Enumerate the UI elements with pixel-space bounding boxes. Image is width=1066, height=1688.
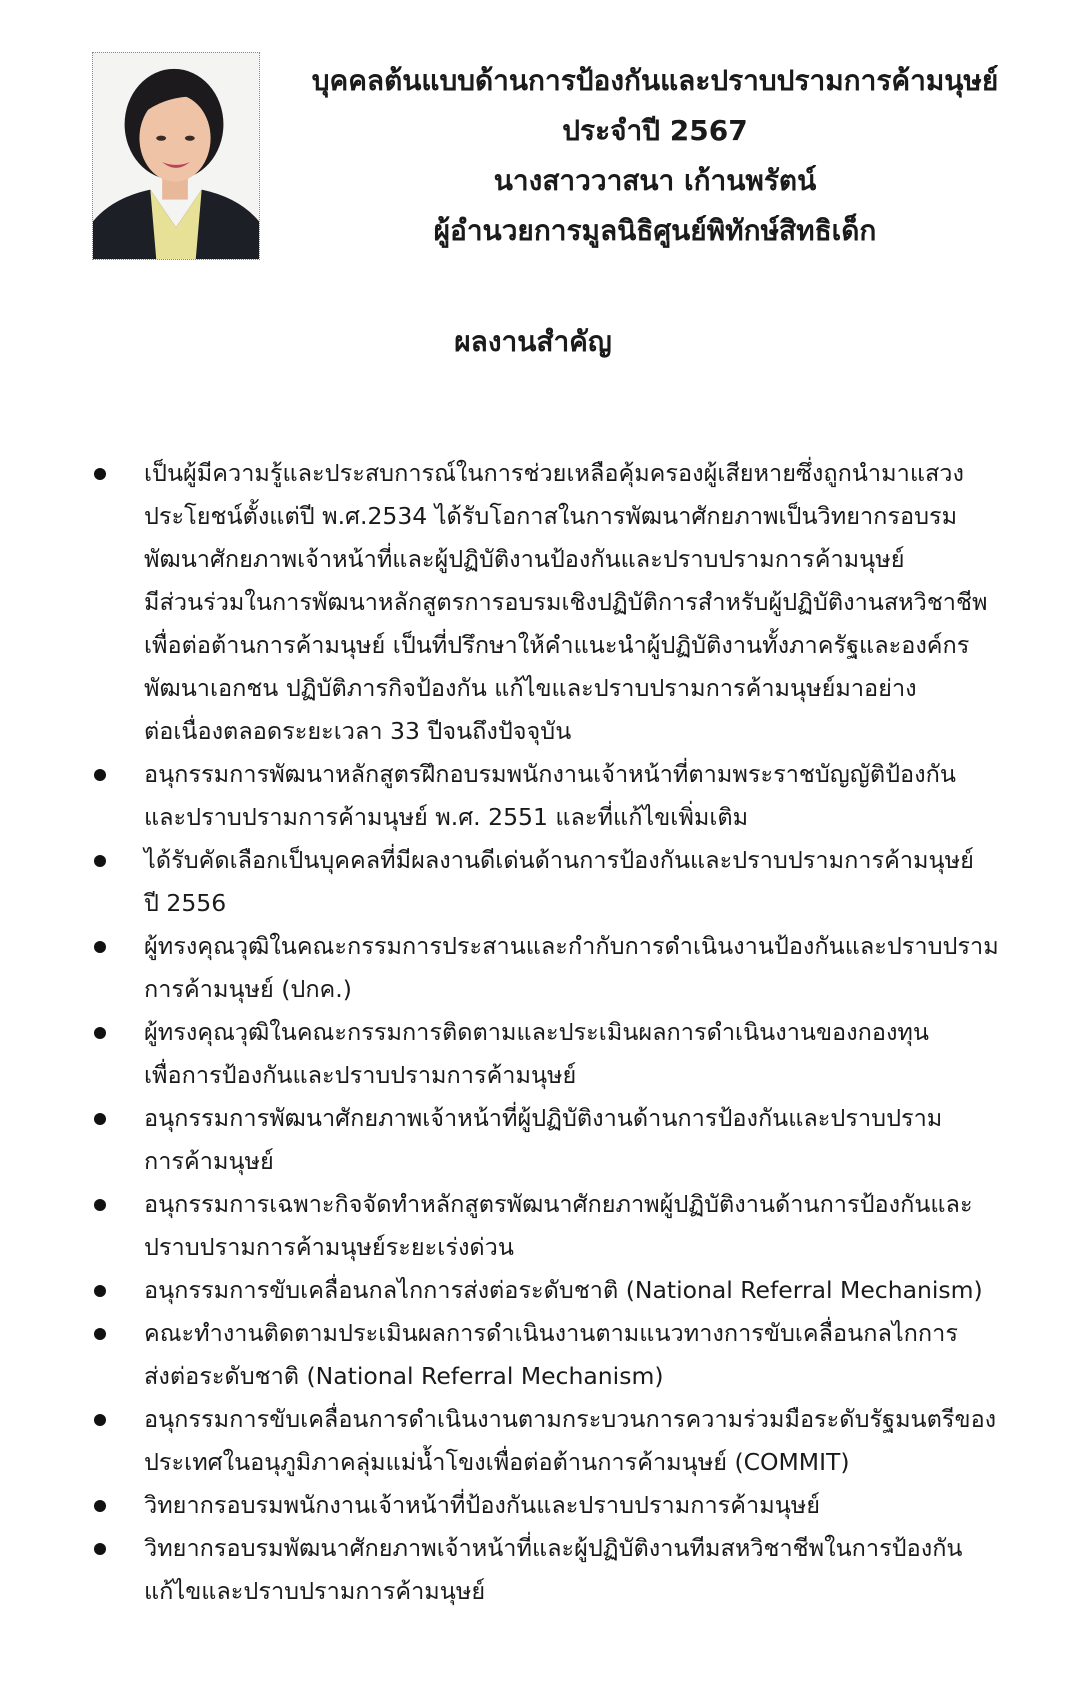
achievement-text-line: มีส่วนร่วมในการพัฒนาหลักสูตรการอบรมเชิงปฏิบัติการสำหรับผู้ปฏิบัติงานสหวิชาชีพ: [144, 588, 988, 616]
achievement-text-line: ได้รับคัดเลือกเป็นบุคคลที่มีผลงานดีเด่นด้านการป้องกันและปราบปรามการค้ามนุษย์: [144, 846, 974, 874]
achievement-list: [92, 452, 1007, 1613]
bullet-icon: [94, 769, 106, 781]
award-year: ประจำปี 2567: [562, 114, 748, 147]
bullet-icon: [94, 1543, 106, 1555]
achievement-text-line: วิทยากรอบรมพัฒนาศักยภาพเจ้าหน้าที่และผู้ปฏิบัติงานทีมสหวิชาชีพในการป้องกัน: [144, 1534, 963, 1562]
achievement-text-line: อนุกรรมการเฉพาะกิจจัดทำหลักสูตรพัฒนาศักยภาพผู้ปฏิบัติงานด้านการป้องกันและ: [144, 1190, 973, 1218]
achievement-text-line: การค้ามนุษย์ (ปกค.): [144, 975, 352, 1003]
achievement-item: [92, 1312, 1007, 1398]
achievement-item: [92, 1398, 1007, 1484]
achievement-item: [92, 452, 1007, 753]
bullet-icon: [94, 1414, 106, 1426]
achievement-text-line: ปราบปรามการค้ามนุษย์ระยะเร่งด่วน: [144, 1233, 514, 1261]
person-name: นางสาววาสนา เก้านพรัตน์: [493, 164, 817, 197]
achievement-text-line: ประเทศในอนุภูมิภาคลุ่มแม่น้ำโขงเพื่อต่อต้านการค้ามนุษย์ (COMMIT): [144, 1448, 850, 1476]
achievement-text-line: เพื่อต่อต้านการค้ามนุษย์ เป็นที่ปรึกษาให้คำแนะนำผู้ปฏิบัติงานทั้งภาครัฐและองค์กร: [144, 631, 970, 659]
achievement-text-line: การค้ามนุษย์: [144, 1147, 274, 1175]
document-header: [270, 56, 1040, 256]
bullet-icon: [94, 1199, 106, 1211]
bullet-icon: [94, 1328, 106, 1340]
bullet-icon: [94, 941, 106, 953]
achievement-item: [92, 1484, 1007, 1527]
achievement-item: [92, 1183, 1007, 1269]
achievement-item: [92, 1527, 1007, 1613]
portrait-illustration: [93, 53, 259, 259]
achievement-text-line: และปราบปรามการค้ามนุษย์ พ.ศ. 2551 และที่แก้ไขเพิ่มเติม: [144, 803, 749, 831]
achievement-item: [92, 753, 1007, 839]
achievement-text-line: เพื่อการป้องกันและปราบปรามการค้ามนุษย์: [144, 1061, 577, 1089]
bullet-icon: [94, 1500, 106, 1512]
achievement-text-line: อนุกรรมการขับเคลื่อนกลไกการส่งต่อระดับชาติ (National Referral Mechanism): [144, 1276, 983, 1304]
achievement-text-line: คณะทำงานติดตามประเมินผลการดำเนินงานตามแนวทางการขับเคลื่อนกลไกการ: [144, 1319, 958, 1347]
bullet-icon: [94, 468, 106, 480]
achievement-text-line: เป็นผู้มีความรู้และประสบการณ์ในการช่วยเหลือคุ้มครองผู้เสียหายซึ่งถูกนำมาแสวง: [144, 459, 964, 487]
achievement-text-line: ต่อเนื่องตลอดระยะเวลา 33 ปีจนถึงปัจจุบัน: [144, 717, 572, 745]
achievement-text-line: แก้ไขและปราบปรามการค้ามนุษย์: [144, 1577, 486, 1605]
achievement-text-line: วิทยากรอบรมพนักงานเจ้าหน้าที่ป้องกันและปราบปรามการค้ามนุษย์: [144, 1491, 821, 1519]
award-title: บุคคลต้นแบบด้านการป้องกันและปราบปรามการค้ามนุษย์: [311, 64, 999, 97]
achievement-text-line: ผู้ทรงคุณวุฒิในคณะกรรมการประสานและกำกับการดำเนินงานป้องกันและปราบปราม: [144, 932, 999, 960]
achievement-item: [92, 1011, 1007, 1097]
achievement-text-line: ปี 2556: [144, 889, 227, 917]
bullet-icon: [94, 1113, 106, 1125]
person-position: ผู้อำนวยการมูลนิธิศูนย์พิทักษ์สิทธิเด็ก: [433, 214, 877, 247]
portrait-photo: [92, 52, 260, 260]
achievement-item: [92, 925, 1007, 1011]
achievement-text-line: อนุกรรมการพัฒนาศักยภาพเจ้าหน้าที่ผู้ปฏิบัติงานด้านการป้องกันและปราบปราม: [144, 1104, 943, 1132]
achievement-text-line: ผู้ทรงคุณวุฒิในคณะกรรมการติดตามและประเมินผลการดำเนินงานของกองทุน: [144, 1018, 929, 1046]
achievement-text-line: ประโยชน์ตั้งแต่ปี พ.ศ.2534 ได้รับโอกาสในการพัฒนาศักยภาพเป็นวิทยากรอบรม: [144, 502, 958, 530]
achievement-text-line: พัฒนาเอกชน ปฏิบัติภารกิจป้องกัน แก้ไขและปราบปรามการค้ามนุษย์มาอย่าง: [144, 674, 917, 702]
achievement-item: [92, 1097, 1007, 1183]
achievement-text-line: อนุกรรมการพัฒนาหลักสูตรฝึกอบรมพนักงานเจ้าหน้าที่ตามพระราชบัญญัติป้องกัน: [144, 760, 956, 788]
bullet-icon: [94, 1285, 106, 1297]
bullet-icon: [94, 855, 106, 867]
section-title: ผลงานสำคัญ: [454, 325, 612, 358]
bullet-icon: [94, 1027, 106, 1039]
achievement-text-line: พัฒนาศักยภาพเจ้าหน้าที่และผู้ปฏิบัติงานป้องกันและปราบปรามการค้ามนุษย์: [144, 545, 905, 573]
achievement-text-line: ส่งต่อระดับชาติ (National Referral Mechanism): [144, 1362, 664, 1390]
achievement-text-line: อนุกรรมการขับเคลื่อนการดำเนินงานตามกระบวนการความร่วมมือระดับรัฐมนตรีของ: [144, 1405, 997, 1433]
achievement-item: [92, 839, 1007, 925]
achievement-item: [92, 1269, 1007, 1312]
